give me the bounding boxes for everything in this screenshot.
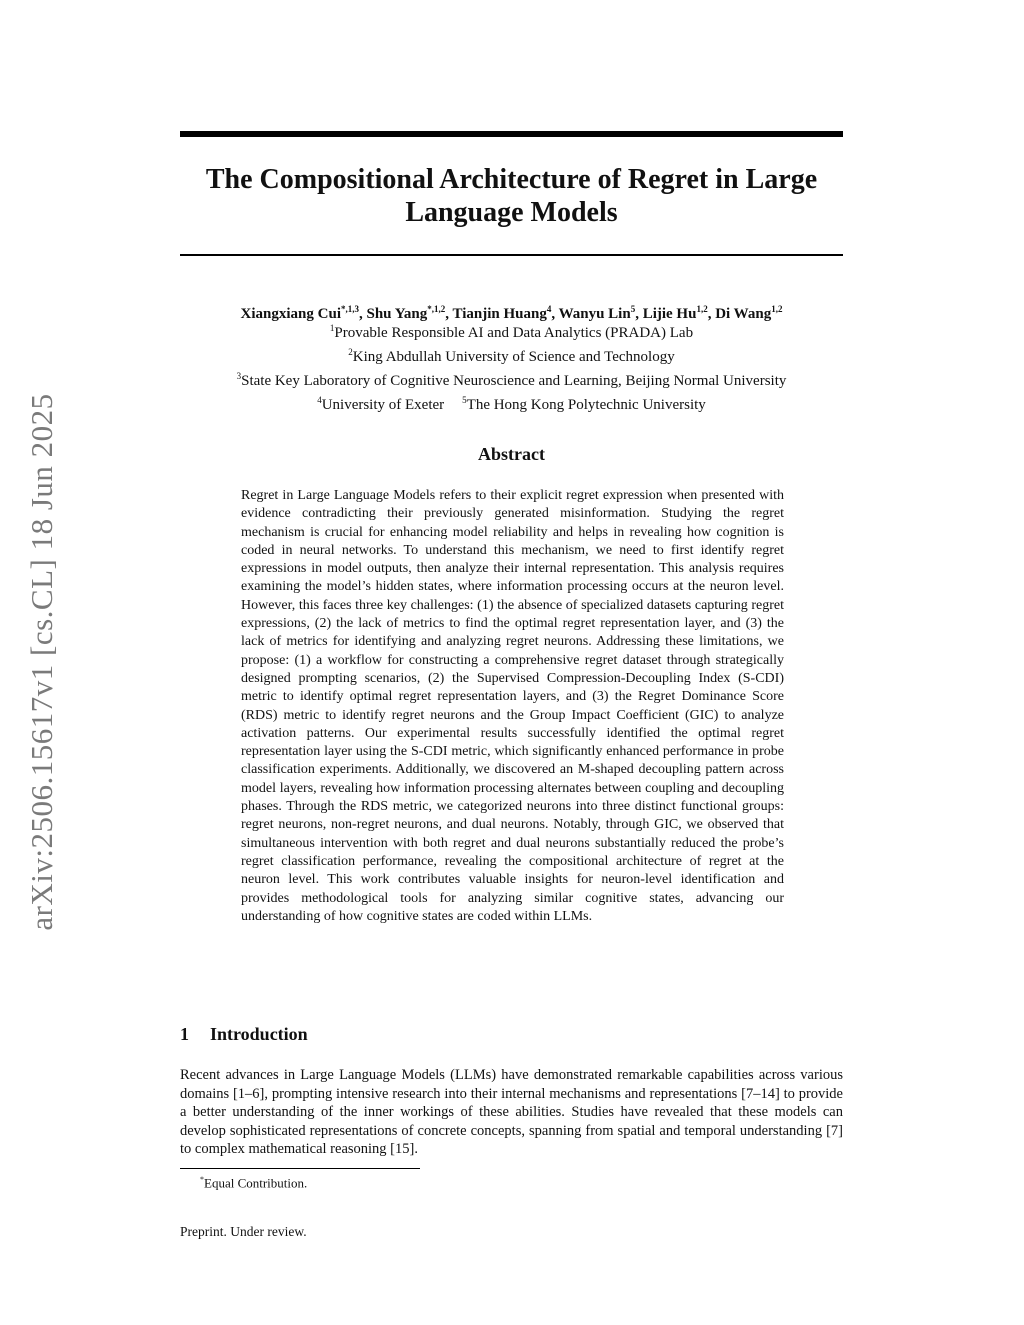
footnote: *Equal Contribution. — [200, 1175, 308, 1191]
author: Wanyu Lin$^5$, — [558, 304, 643, 322]
abstract-text: Regret in Large Language Models refers to their explicit regret expression when presented with evidence contradicting their previously generated misinformation. Studying the regret mechanism is crucial for enhancing model reliability and helps in revealing how cognition is coded in neural networks. To understand this mechanism, we need to first identify regret expressions in model outputs, then analyze their internal representation. This analysis requires examining the model’s hidden states, where information processing occurs at the neuron level. However, this faces three key challenges: (1) the absence of specialized datasets capturing regret expressions, (2) the lack of metrics to find the optimal regret representation layer, and (3) the lack of metrics for identifying and analyzing regret neurons. Addressing these limitations, we propose: (1) a workflow for constructing a comprehensive regret dataset through strategically designed prompting scenarios, (2) the Supervised Compression-Decoupling Index (S-CDI) metric to identify optimal regret representation layers, and (3) the Regret Dominance Score (RDS) metric to identify regret neurons and the Group Impact Coefficient (GIC) to analyze activation patterns. Our experimental results successfully identified the optimal regret representation layer using the S-CDI metric, which significantly enhanced performance in probe classification experiments. Additionally, we discovered an M-shaped decoupling pattern across model layers, revealing how information processing alternates between coupling and decoupling phases. Through the RDS metric, we categorized neurons into three distinct functional groups: regret neurons, non-regret neurons, and dual neurons. Notably, through GIC, we observed that simultaneous intervention with both regret and dual neurons substantially reduced the probe’s regret classification performance, revealing the compositional architecture of regret at the neuron level. This work contributes valuable insights for neuron-level identification and provides methodological tools for analyzing similar cognitive states, advancing our understanding of how cognitive states are coded within LLMs. — [241, 488, 784, 924]
abstract-heading: Abstract — [478, 444, 545, 464]
title-top-rule — [180, 131, 843, 137]
affiliation: $^1$Provable Responsible AI and Data Analytics (PRADA) Lab — [329, 323, 694, 341]
affiliation: $^4$University of Exeter $^5$The Hong Kong Polytechnic University — [317, 395, 706, 413]
preprint-notice: Preprint. Under review. — [180, 1224, 307, 1239]
author: Shu Yang$^{*,1,2}$, — [366, 304, 453, 322]
title-bottom-rule — [180, 254, 843, 256]
section-heading: 1 Introduction — [180, 1024, 308, 1044]
affiliations — [150, 319, 873, 415]
affiliation: $^3$State Key Laboratory of Cognitive Neuroscience and Learning, Beijing Normal University — [236, 371, 787, 389]
author: Tianjin Huang$^4$, — [452, 304, 559, 322]
introduction-text: Recent advances in Large Language Models (LLMs) have demonstrated remarkable capabilities across various domains [1–6], prompting intensive research into their internal mechanisms and representations [7–14] to provide a better understanding of the inner workings of these abilities. Studies have revealed that these models can develop sophisticated representations of concrete concepts, spanning from spatial and temporal understanding [7] to complex mathematical reasoning [15]. — [180, 1067, 843, 1157]
affiliation: $^2$King Abdullah University of Science and Technology — [348, 347, 675, 365]
author: Xiangxiang Cui$^{*,1,3}$, — [240, 304, 367, 322]
footnote-rule — [180, 1168, 420, 1169]
arxiv-identifier: arXiv:2506.15617v1 [cs.CL] 18 Jun 2025 — [24, 393, 59, 931]
author: Lijie Hu$^{1,2}$, — [642, 304, 716, 322]
paper-title: The Compositional Architecture of Regret in Large Language Models — [205, 164, 818, 228]
author: Di Wang$^{1,2}$ — [715, 304, 783, 322]
